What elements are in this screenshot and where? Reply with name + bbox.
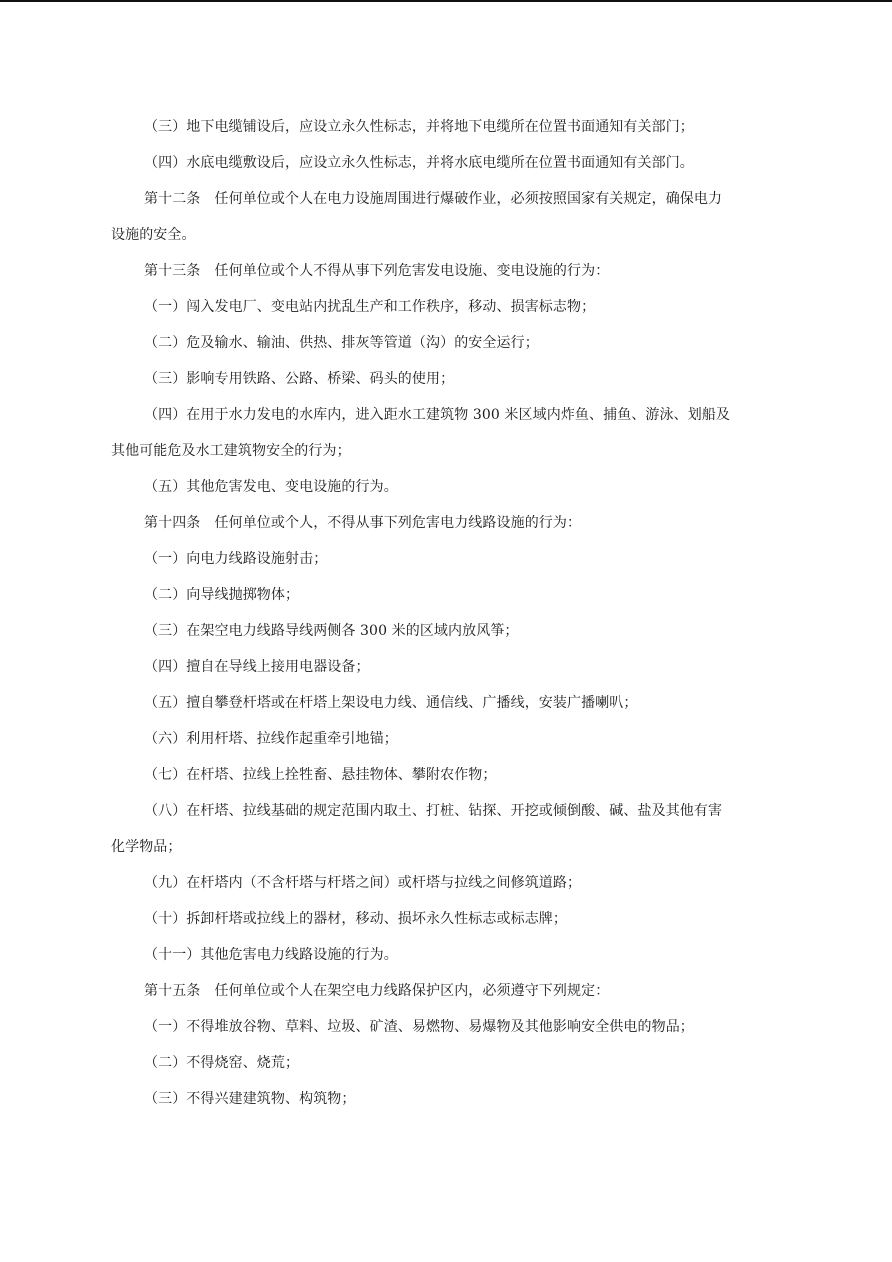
paragraph-line: （八）在杆塔、拉线基础的规定范围内取土、打桩、钻探、开挖或倾倒酸、碱、盐及其他有害 xyxy=(144,803,723,819)
paragraph-line: （三）在架空电力线路导线两侧各 300 米的区域内放风筝； xyxy=(144,623,519,639)
paragraph-line: （一）不得堆放谷物、草料、垃圾、矿渣、易燃物、易爆物及其他影响安全供电的物品； xyxy=(144,1019,694,1035)
paragraph-line: （七）在杆塔、拉线上拴牲畜、悬挂物体、攀附农作物； xyxy=(144,767,497,783)
paragraph-line: （四）擅自在导线上接用电器设备； xyxy=(144,659,370,675)
document-body xyxy=(111,118,786,1126)
paragraph-line: （三）影响专用铁路、公路、桥梁、码头的使用； xyxy=(144,371,455,387)
paragraph-line: （四）在用于水力发电的水库内，进入距水工建筑物 300 米区域内炸鱼、捕鱼、游泳、划船及 xyxy=(144,407,731,423)
article-14-line: 第十四条 任何单位或个人，不得从事下列危害电力线路设施的行为： xyxy=(144,515,582,531)
paragraph-continuation: 其他可能危及水工建筑物安全的行为； xyxy=(111,443,351,459)
paragraph-line: （三）地下电缆铺设后，应设立永久性标志，并将地下电缆所在位置书面通知有关部门； xyxy=(144,119,694,135)
article-12-continuation: 设施的安全。 xyxy=(111,227,196,243)
paragraph-line: （二）不得烧窑、烧荒； xyxy=(144,1055,300,1071)
paragraph-line: （一）闯入发电厂、变电站内扰乱生产和工作秩序，移动、损害标志物； xyxy=(144,299,596,315)
paragraph-line: （一）向电力线路设施射击； xyxy=(144,551,328,567)
paragraph-line: （四）水底电缆敷设后，应设立永久性标志，并将水底电缆所在位置书面通知有关部门。 xyxy=(144,155,694,171)
article-13-line: 第十三条 任何单位或个人不得从事下列危害发电设施、变电设施的行为： xyxy=(144,263,610,279)
page-top-border xyxy=(0,0,892,2)
paragraph-line: （十）拆卸杆塔或拉线上的器材，移动、损坏永久性标志或标志牌； xyxy=(144,911,567,927)
paragraph-line: （二）危及输水、输油、供热、排灰等管道（沟）的安全运行； xyxy=(144,335,539,351)
paragraph-line: （九）在杆塔内（不含杆塔与杆塔之间）或杆塔与拉线之间修筑道路； xyxy=(144,875,582,891)
paragraph-line: （五）擅自攀登杆塔或在杆塔上架设电力线、通信线、广播线，安装广播喇叭； xyxy=(144,695,638,711)
article-12-line: 第十二条 任何单位或个人在电力设施周围进行爆破作业，必须按照国家有关规定，确保电力 xyxy=(144,191,723,207)
paragraph-line: （五）其他危害发电、变电设施的行为。 xyxy=(144,479,398,495)
article-15-line: 第十五条 任何单位或个人在架空电力线路保护区内，必须遵守下列规定： xyxy=(144,983,610,999)
paragraph-line: （三）不得兴建建筑物、构筑物； xyxy=(144,1091,356,1107)
paragraph-line: （六）利用杆塔、拉线作起重牵引地锚； xyxy=(144,731,398,747)
paragraph-continuation: 化学物品； xyxy=(111,839,182,855)
paragraph-line: （十一）其他危害电力线路设施的行为。 xyxy=(144,947,398,963)
paragraph-line: （二）向导线抛掷物体； xyxy=(144,587,300,603)
